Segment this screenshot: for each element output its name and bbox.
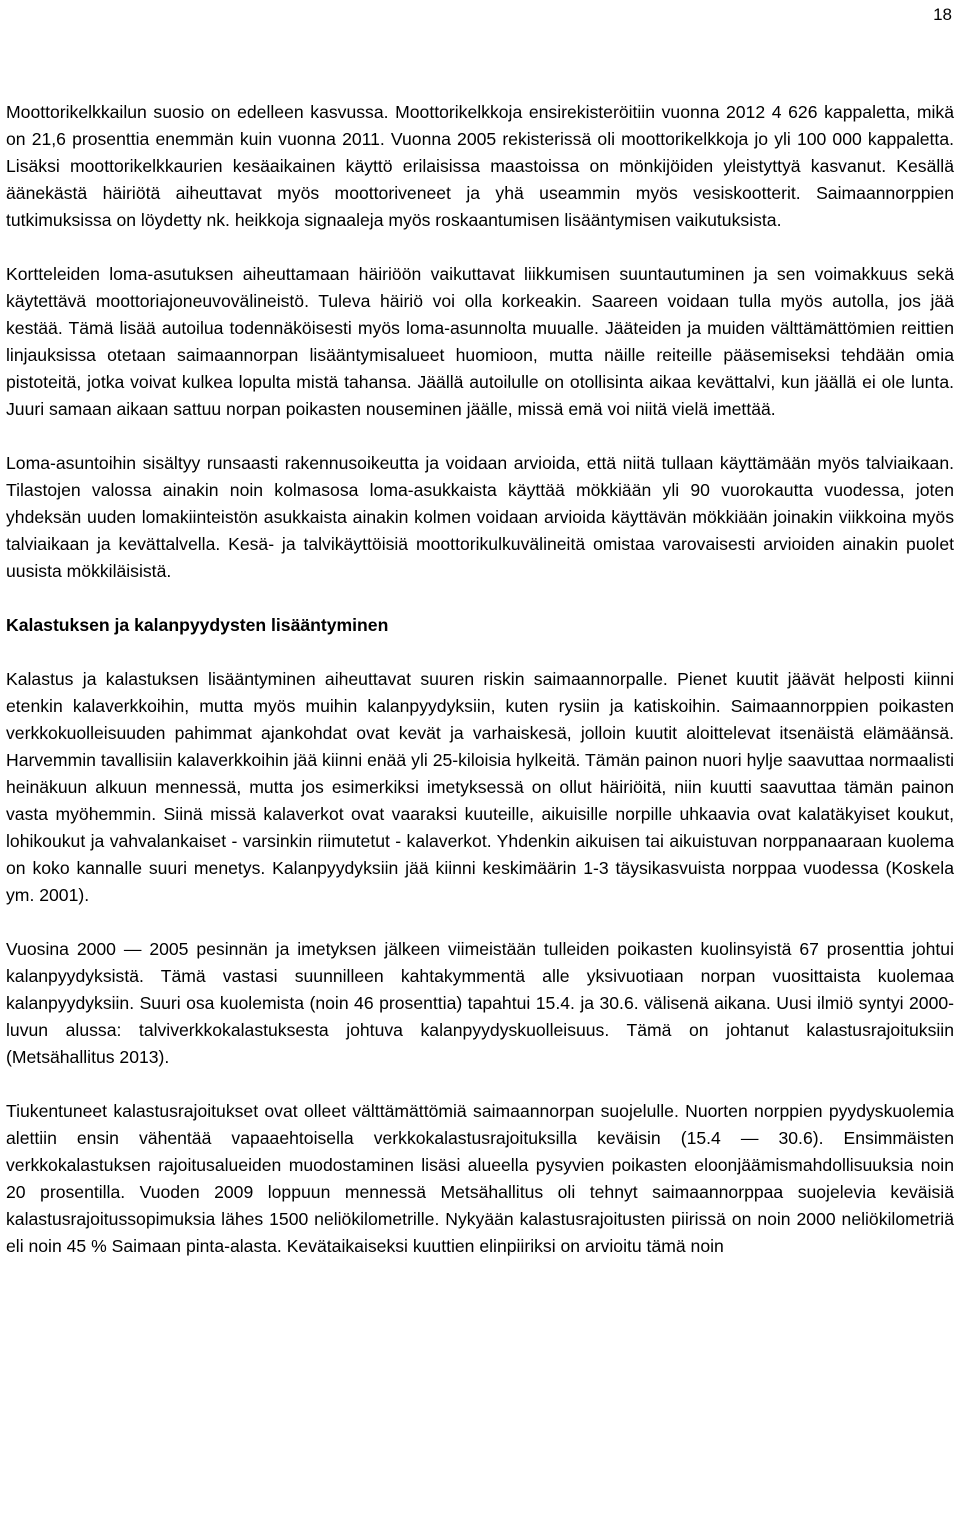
document-body (6, 99, 954, 1260)
paragraph-winter-use: Loma-asuntoihin sisältyy runsaasti rakennusoikeutta ja voidaan arvioida, että niitä tullaan käyttämään myös talviaikaan. Tilastojen valossa ainakin noin kolmasosa loma-asukkaista käyttää mökkiään yli 90 vuorokautta vuodessa, joten yhdeksän uuden lomakiinteistön asukkaista ainakin kolmen voidaan arvioida käyttävän mökkiään joinakin viikkoina myös talviaikaan ja kevättalvella. Kesä- ja talvikäyttöisiä moottorikulkuvälineitä omistaa varovaisesti arvioiden ainakin puolet uusista mökkiläisistä. (6, 453, 954, 581)
paragraph-holiday-housing: Kortteleiden loma-asutuksen aiheuttamaan häiriöön vaikuttavat liikkumisen suuntautuminen ja sen voimakkuus sekä käytettävä moottoriajoneuvovälineistö. Tuleva häiriö voi olla korkeakin. Saareen voidaan tulla myös autolla, jos jää kestää. Tämä lisää autoilua todennäköisesti myös loma-asunnolta muualle. Jääteiden ja muiden välttämättömien reittien linjauksissa otetaan saimaannorpan lisääntymisalueet huomioon, mutta näille reiteille pääsemiseksi tehdään omia pistoteitä, jotka voivat kulkea lopulta mistä tahansa. Jäällä autoilulle on otollisinta aikaa kevättalvi, kun jäällä ei ole lunta. Juuri samaan aikaan sattuu norpan poikasten nouseminen jäälle, missä emä voi niitä vielä imettää. (6, 264, 954, 419)
paragraph-pup-mortality: Vuosina 2000 — 2005 pesinnän ja imetyksen jälkeen viimeistään tulleiden poikasten kuolinsyistä 67 prosenttia johtui kalanpyydyksistä. Tämä vastasi suunnilleen kahtakymmentä alle yksivuotiaan norpan vuosittaista kuolemaa kalanpyydyksiin. Suuri osa kuolemista (noin 46 prosenttia) tapahtui 15.4. ja 30.6. välisenä aikana. Uusi ilmiö syntyi 2000-luvun alussa: talviverkkokalastuksesta johtuva kalanpyydyskuolleisuus. Tämä on johtanut kalastusrajoituksiin (Metsähallitus 2013). (6, 939, 954, 1067)
page-number: 18 (933, 5, 952, 24)
section-heading: Kalastuksen ja kalanpyydysten lisääntyminen (6, 615, 389, 635)
paragraph-snowmobiles: Moottorikelkkailun suosio on edelleen kasvussa. Moottorikelkkoja ensirekisteröitiin vuonna 2012 4 626 kappaletta, mikä on 21,6 prosenttia enemmän kuin vuonna 2011. Vuonna 2005 rekisterissä oli moottorikelkkoja jo yli 100 000 kappaletta. Lisäksi moottorikelkkaurien kesäaikainen käyttö erilaisissa maastoissa on mönkijöiden yleistyttyä kasvanut. Kesällä äänekästä häiriötä aiheuttavat myös moottoriveneet ja yhä useammin myös vesiskootterit. Saimaannorppien tutkimuksissa on löydetty nk. heikkoja signaaleja myös roskaantumisen lisääntymisen vaikutuksista. (6, 102, 954, 230)
paragraph-fishing-risk: Kalastus ja kalastuksen lisääntyminen aiheuttavat suuren riskin saimaannorpalle. Pienet kuutit jäävät helposti kiinni etenkin kalaverkkoihin, mutta myös muihin kalanpyydyksiin, kuten rysiin ja katiskoihin. Saimaannorppien poikasten verkkokuolleisuuden pahimmat ajankohdat ovat kevät ja varhaiskesä, jolloin kuutit aloittelevat itsenäistä elämäänsä. Harvemmin tavallisiin kalaverkkoihin jää kiinni enää yli 25-kiloisia hylkeitä. Tämän painon nuori hylje saavuttaa normaalisti heinäkuun alkuun mennessä, mutta jos esimerkiksi imetyksessä on ollut häiriöitä, niin kuutti saavuttaa tämän painon vasta myöhemmin. Siinä missä kalaverkot ovat vaaraksi kuuteille, aikuisille norpille uhkaavia ovat kalatäkyiset koukut, lohikoukut ja vahvalankaiset - varsinkin riimutetut - kalaverkot. Yhdenkin aikuisen tai aikuistuvan norppanaaraan kuolema on koko kannalle suuri menetys. Kalanpyydyksiin jää kiinni keskimäärin 1-3 täysikasvuista norppaa vuodessa (Koskela ym. 2001). (6, 669, 954, 905)
paragraph-fishing-restrictions: Tiukentuneet kalastusrajoitukset ovat olleet välttämättömiä saimaannorpan suojelulle. Nuorten norppien pyydyskuolemia alettiin ensin vähentää vapaaehtoisella verkkokalastusrajoituksilla keväisin (15.4 — 30.6). Ensimmäisten verkkokalastuksen rajoitusalueiden muodostaminen lisäsi alueella pysyvien poikasten eloonjäämismahdollisuuksia noin 20 prosentilla. Vuoden 2009 loppuun mennessä Metsähallitus oli tehnyt saimaannorppaa suojelevia keväisiä kalastusrajoitussopimuksia lähes 1500 neliökilometrille. Nykyään kalastusrajoitusten piirissä on noin 2000 neliökilometriä eli noin 45 % Saimaan pinta-alasta. Kevätaikaiseksi kuuttien elinpiiriksi on arvioitu tämä noin (6, 1101, 954, 1256)
